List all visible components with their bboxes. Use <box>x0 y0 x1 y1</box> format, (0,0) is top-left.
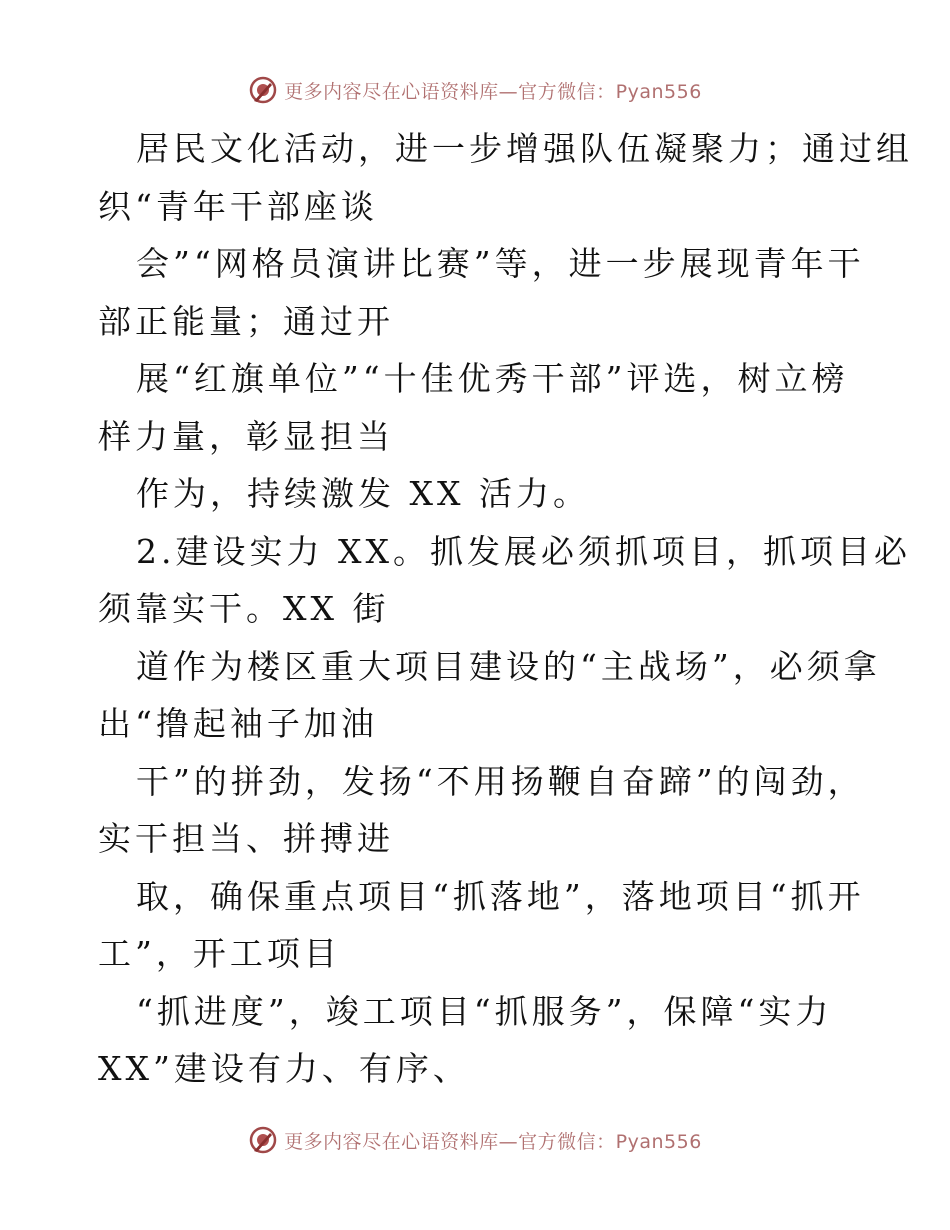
text-line: 会”“网格员演讲比赛”等，进一步展现青年干 <box>136 244 865 283</box>
text-line: 样力量，彰显担当 <box>98 416 394 456</box>
header-watermark <box>0 72 950 108</box>
paragraph <box>98 350 858 465</box>
text-line: 织“青年干部座谈 <box>98 186 378 226</box>
text-line: 出“撸起袖子加油 <box>98 704 378 743</box>
paragraph <box>98 638 881 753</box>
text-line: XX”建设有力、有序、 <box>98 1049 470 1088</box>
paragraph <box>98 120 913 235</box>
document-body <box>98 120 913 1098</box>
text-line: 工”，开工项目 <box>98 934 341 973</box>
text-line: 须靠实干。XX 街 <box>98 589 390 628</box>
text-line: 居民文化活动，进一步增强队伍凝聚力；通过组 <box>136 129 913 168</box>
quill-seal-icon <box>248 75 278 105</box>
paragraph <box>98 753 865 868</box>
watermark-text: 更多内容尽在心语资料库—官方微信：Pyan556 <box>284 80 702 103</box>
paragraph <box>98 235 865 350</box>
paragraph <box>98 868 865 983</box>
text-line: 取，确保重点项目“抓落地”，落地项目“抓开 <box>136 876 865 916</box>
quill-seal-icon <box>248 1125 278 1155</box>
text-line: 道作为楼区重大项目建设的“主战场”，必须拿 <box>136 646 881 686</box>
watermark-text: 更多内容尽在心语资料库—官方微信：Pyan556 <box>284 1130 702 1153</box>
paragraph <box>98 465 858 523</box>
paragraph <box>98 983 858 1098</box>
text-line: 干”的拼劲，发扬“不用扬鞭自奋蹄”的闯劲， <box>136 761 865 801</box>
text-line: 实干担当、拼搏进 <box>98 819 394 858</box>
text-line: 展“红旗单位”“十佳优秀干部”评选，树立榜 <box>136 359 849 398</box>
text-line: 部正能量；通过开 <box>98 301 394 341</box>
paragraph <box>98 523 911 638</box>
text-line: 2.建设实力 XX。抓发展必须抓项目，抓项目必 <box>136 531 911 571</box>
footer-watermark <box>0 1122 950 1158</box>
text-line: 作为，持续激发 XX 活力。 <box>136 474 590 513</box>
text-line: “抓进度”，竣工项目“抓服务”，保障“实力 <box>136 991 833 1031</box>
